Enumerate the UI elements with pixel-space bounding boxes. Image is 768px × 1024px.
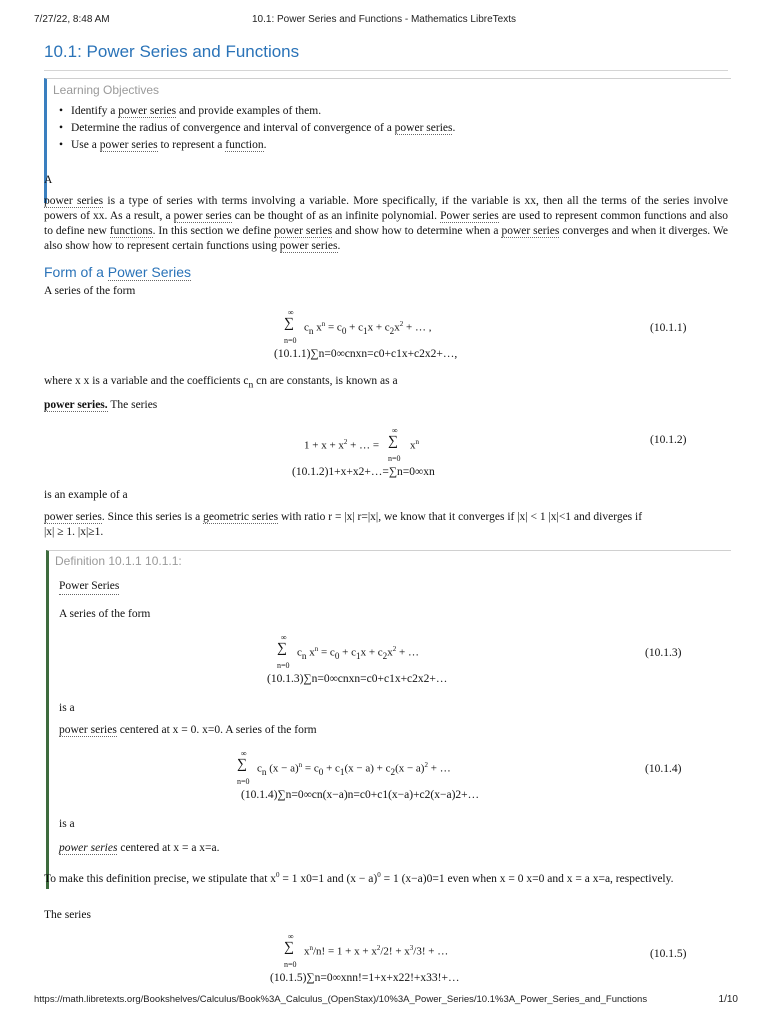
- centered-at-a-line: power series centered at x = a x=a.: [59, 842, 220, 854]
- intro-paragraph: power series is a type of series with terms involving a variable. More specifically, if the variable is xx, then all the terms of the series involve powers of xx. As a result, a power series can be thought of as an infinite polynomial. Power series are used to represent common functions and also to define new functions. In this section we define power series and show how to determine when a power series converges and when it diverges. We also show how to represent certain functions using power series.: [44, 195, 728, 252]
- sigma-symbol: ∑: [277, 641, 287, 656]
- sum-lower-limit: n=0: [237, 777, 250, 786]
- equation-10-1-5: [270, 932, 570, 992]
- glossary-link-functions[interactable]: functions: [109, 225, 153, 237]
- print-doc-title: 10.1: Power Series and Functions - Mathematics LibreTexts: [251, 14, 516, 25]
- glossary-link-power-series[interactable]: Power Series: [107, 264, 192, 280]
- glossary-link-power-series[interactable]: power series: [118, 105, 177, 117]
- glossary-link-power-series[interactable]: power series: [501, 225, 560, 237]
- sum-lower-limit: n=0: [277, 661, 290, 670]
- precise-paragraph: To make this definition precise, we stipulate that $x^0 = 1$ x0=1 and $(x - a)^0 = 1$ (x−a)0=1 even when x = 0 x=0 and x = a x=a, respectively.: [44, 871, 674, 885]
- glossary-link-power-series[interactable]: power series: [173, 210, 232, 222]
- glossary-link-power-series[interactable]: power series: [59, 724, 117, 736]
- definition-title: Definition 10.1.1 10.1.1:: [55, 554, 182, 568]
- sigma-symbol: ∑: [284, 940, 294, 955]
- equation-left-side: $1 + x + x^2$ + … =: [304, 438, 380, 452]
- glossary-link-geometric-series[interactable]: geometric series: [203, 511, 279, 523]
- article: [44, 42, 728, 984]
- glossary-link-power-series[interactable]: power series.: [44, 399, 108, 411]
- sigma-symbol: ∑: [388, 434, 398, 449]
- equation-number: (10.1.3): [645, 647, 682, 659]
- glossary-link-power-series[interactable]: power series: [44, 195, 104, 207]
- sum-upper-limit: ∞: [281, 633, 287, 642]
- equation-alt-text: (10.1.1)∑n=0∞cnxn=c0+c1x+c2x2+…,: [274, 348, 458, 360]
- glossary-link-power-series[interactable]: power series: [44, 511, 102, 523]
- learning-objectives-title: Learning Objectives: [53, 83, 160, 97]
- after-eq1-line: where x x is a variable and the coefficients $c_n$ cn are constants, is known as a: [44, 375, 398, 391]
- the-series-label: The series: [44, 909, 91, 921]
- glossary-link-power-series[interactable]: power series: [59, 842, 118, 854]
- equation-expression: $c_n$ $(x - a)^n = c_0 + c_1(x - a) + c_2(x - a)^2$ + …: [257, 761, 451, 777]
- equation-number: (10.1.5): [650, 948, 687, 960]
- equation-number: (10.1.4): [645, 763, 682, 775]
- example-intro: is an example of a: [44, 489, 128, 501]
- equation-expression: $c_n$ $x^n = c_0 + c_1x + c_2x^2$ + …: [297, 645, 419, 661]
- sum-lower-limit: n=0: [284, 960, 297, 969]
- page-title: 10.1: Power Series and Functions: [44, 42, 300, 61]
- objective-item: • Determine the radius of convergence and interval of convergence of a power series.: [71, 120, 455, 137]
- learning-objectives-box: [44, 78, 731, 203]
- sum-upper-limit: ∞: [288, 932, 294, 941]
- equation-number: (10.1.2): [650, 434, 687, 446]
- sum-upper-limit: ∞: [241, 749, 247, 758]
- definition-name[interactable]: Power Series: [59, 579, 119, 595]
- equation-10-1-4: [225, 749, 665, 809]
- glossary-link-power-series[interactable]: Power series: [440, 210, 499, 222]
- section-intro: A series of the form: [44, 285, 136, 297]
- equation-alt-text: (10.1.3)∑n=0∞cnxn=c0+c1x+c2x2+…: [267, 673, 448, 685]
- is-a-label: is a: [59, 702, 75, 714]
- definition-box: [46, 550, 731, 889]
- sum-lower-limit: n=0: [388, 454, 401, 463]
- geometric-series-paragraph: power series. Since this series is a geometric series with ratio r = |x| r=|x|, we know that it converges if |x| < 1 |x|<1 and diverges if |x| ≥ 1. |x|≥1.: [44, 511, 643, 538]
- equation-expression: $c_n$ $x^n = c_0 + c_1x + c_2x^2$ + … ,: [304, 320, 432, 336]
- print-url: https://math.libretexts.org/Bookshelves/Calculus/Book%3A_Calculus_(OpenStax)/10%3A_Power_Series/10.1%3A_Power_Series_and_Functions: [34, 994, 648, 1005]
- definition-intro: A series of the form: [59, 608, 151, 620]
- equation-10-1-1: [270, 308, 730, 368]
- objective-item: • Use a power series to represent a function.: [71, 137, 455, 154]
- objective-item: • Identify a power series and provide examples of them.: [71, 103, 455, 120]
- sum-upper-limit: ∞: [392, 426, 398, 435]
- sigma-symbol: ∑: [237, 757, 247, 772]
- equation-10-1-3: [235, 633, 635, 693]
- equation-alt-text: (10.1.4)∑n=0∞cn(x−a)n=c0+c1(x−a)+c2(x−a)2+…: [241, 789, 480, 801]
- glossary-link-power-series[interactable]: power series: [279, 240, 338, 252]
- equation-alt-text: (10.1.2)1+x+x2+…=∑n=0∞xn: [292, 466, 435, 478]
- sigma-symbol: ∑: [284, 316, 294, 331]
- equation-right-side: $x^n$: [410, 438, 419, 452]
- power-series-definition-line: power series. The series: [44, 399, 158, 411]
- glossary-link-function[interactable]: function: [225, 139, 264, 151]
- glossary-link-power-series[interactable]: power series: [394, 122, 453, 134]
- page-number: 1/10: [718, 994, 738, 1005]
- centered-at-zero-line: power series centered at x = 0. x=0. A series of the form: [59, 724, 317, 736]
- equation-expression: $x^n/n$! = $1 + x + x^2/2$! + $x^3/3$! + …: [304, 944, 449, 958]
- print-datetime: 7/27/22, 8:48 AM: [34, 14, 110, 25]
- equation-alt-text: (10.1.5)∑n=0∞xnn!=1+x+x22!+x33!+…: [270, 972, 460, 984]
- section-heading: Form of a Power Series: [44, 264, 192, 280]
- intro-lead: A: [44, 174, 53, 186]
- sum-upper-limit: ∞: [288, 308, 294, 317]
- equation-10-1-2: [292, 426, 592, 486]
- glossary-link-power-series[interactable]: power series: [274, 225, 333, 237]
- is-a-label: is a: [59, 818, 75, 830]
- equation-number: (10.1.1): [650, 322, 687, 334]
- glossary-link-power-series[interactable]: power series: [99, 139, 158, 151]
- sum-lower-limit: n=0: [284, 336, 297, 345]
- learning-objectives-list: [71, 103, 455, 154]
- title-divider: [44, 70, 728, 71]
